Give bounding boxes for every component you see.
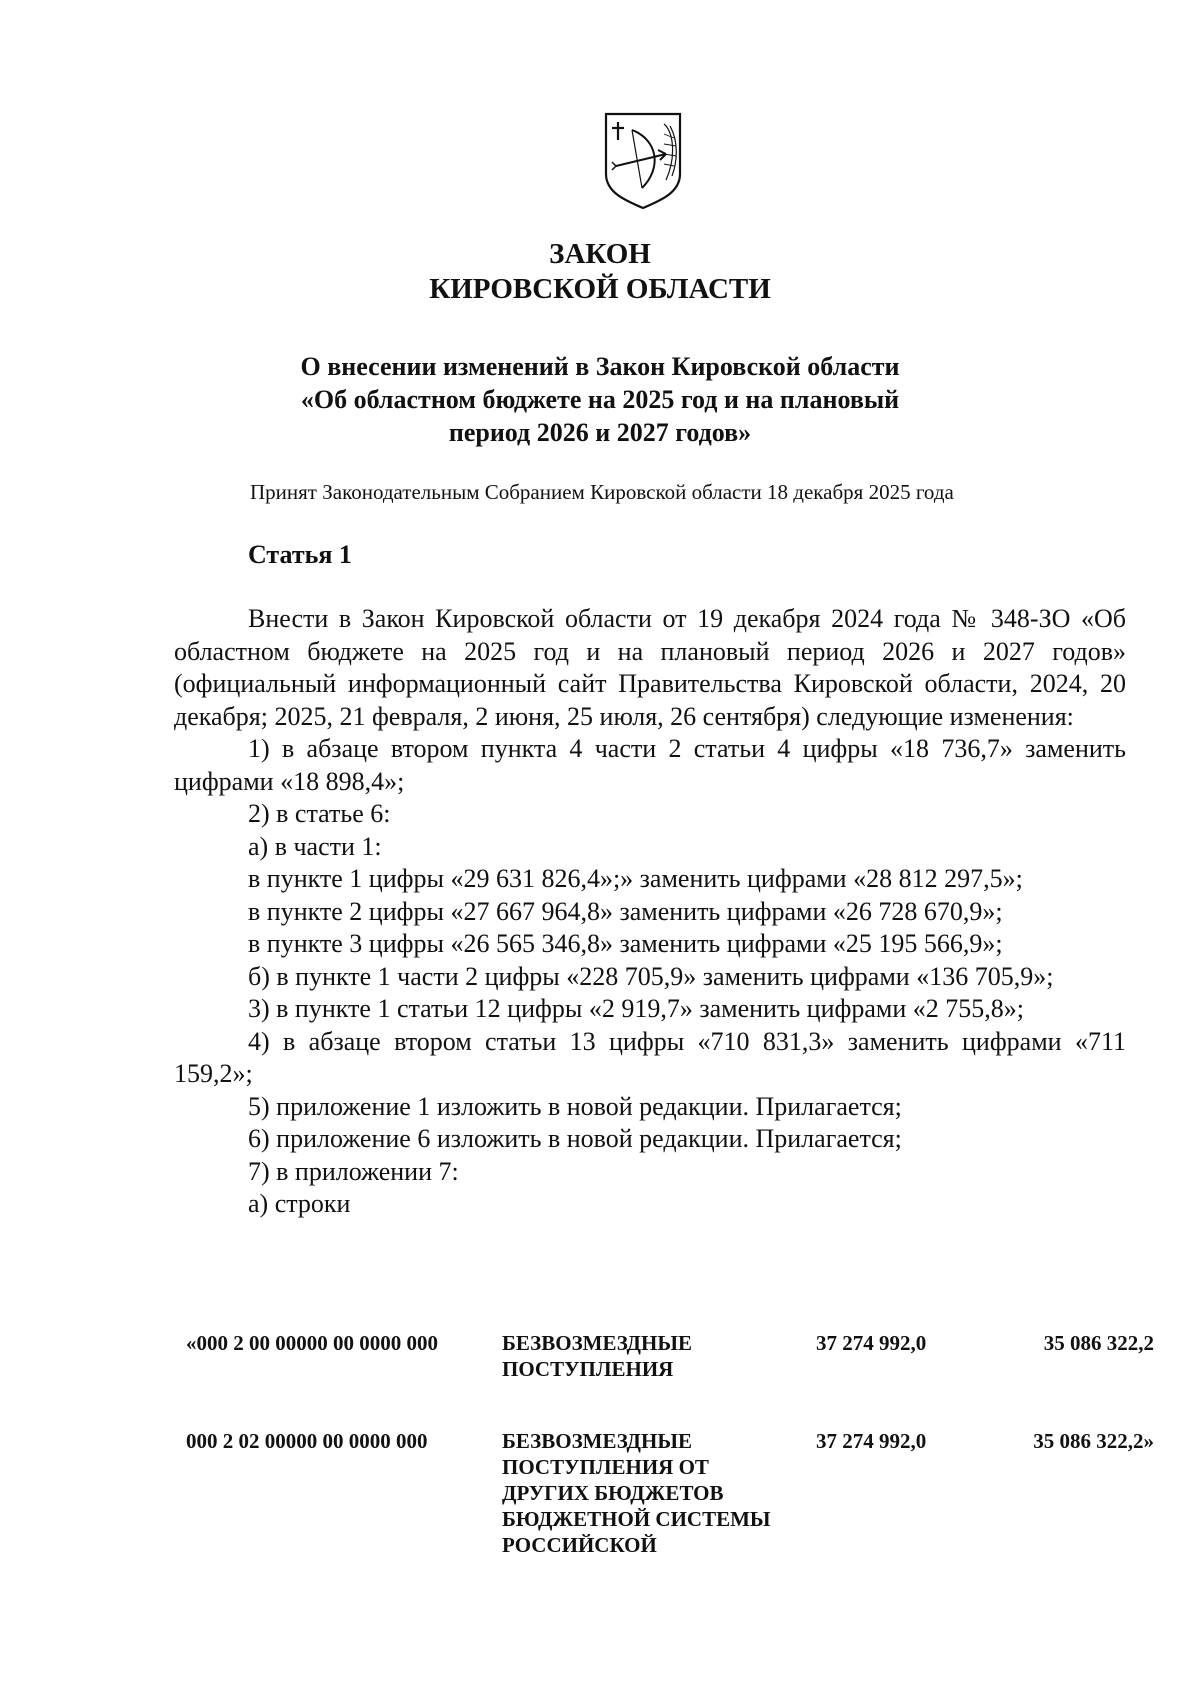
subtitle-line-1: О внесении изменений в Закон Кировской области	[300, 352, 900, 381]
title-line-2: КИРОВСКОЙ ОБЛАСТИ	[429, 273, 771, 305]
item-2b: б) в пункте 1 части 2 цифры «228 705,9» заменить цифрами «136 705,9»;	[248, 961, 1054, 991]
law-subtitle	[0, 350, 1200, 449]
item-2: 2) в статье 6:	[248, 799, 391, 828]
article-heading: Статья 1	[248, 540, 352, 569]
item-1: 1) в абзаце втором пункта 4 части 2 статьи 4 цифры «18 736,7» заменить цифрами «18 898,4»;	[174, 734, 1126, 796]
row-value-2026: 37 274 992,0	[816, 1331, 927, 1355]
row-code: «000 2 00 00000 00 0000 000	[186, 1331, 438, 1355]
adoption-note: Принят Законодательным Собранием Кировской области 18 декабря 2025 года	[250, 480, 954, 504]
article-intro: Внести в Закон Кировской области от 19 декабря 2024 года № 348-ЗО «Об областном бюджете на 2025 год и на плановый период 2026 и 2027 годов» (официальный информационный сайт Правительства Кировской области, 2024, 20 декабря; 2025, 21 февраля, 2 июня, 25 июля, 26 сентября) следующие изменения:	[174, 604, 1126, 731]
item-5: 5) приложение 1 изложить в новой редакции. Прилагается;	[248, 1091, 902, 1121]
row-code: 000 2 02 00000 00 0000 000	[186, 1429, 428, 1453]
row-name: БЕЗВОЗМЕЗДНЫЕ ПОСТУПЛЕНИЯ ОТ ДРУГИХ БЮДЖЕТОВ БЮДЖЕТНОЙ СИСТЕМЫ РОССИЙСКОЙ	[502, 1429, 771, 1557]
law-title	[0, 237, 1200, 307]
table-row	[186, 1330, 1154, 1428]
title-line-1: ЗАКОН	[549, 238, 651, 270]
row-value-2027: 35 086 322,2»	[1033, 1429, 1154, 1453]
item-2a-1: в пункте 1 цифры «29 631 826,4»;» заменить цифрами «28 812 297,5»;	[248, 864, 1023, 893]
subtitle-line-2: «Об областном бюджете на 2025 год и на плановый	[300, 385, 900, 414]
row-value-2027: 35 086 322,2	[1043, 1331, 1154, 1355]
item-2a-3: в пункте 3 цифры «26 565 346,8» заменить цифрами «25 195 566,9»;	[248, 929, 1003, 958]
table-row	[186, 1428, 1154, 1638]
item-7a: а) строки	[248, 1189, 351, 1218]
item-2a: а) в части 1:	[248, 831, 382, 861]
item-6: 6) приложение 6 изложить в новой редакции. Прилагается;	[248, 1124, 902, 1153]
row-value-2026: 37 274 992,0	[816, 1429, 927, 1453]
coat-of-arms-icon	[602, 110, 684, 210]
article-body	[174, 603, 1126, 1221]
budget-rows-table	[186, 1330, 1154, 1638]
item-4: 4) в абзаце втором статьи 13 цифры «710 831,3» заменить цифрами «711 159,2»;	[174, 1026, 1126, 1088]
row-name: БЕЗВОЗМЕЗДНЫЕ ПОСТУПЛЕНИЯ	[502, 1331, 692, 1381]
item-3: 3) в пункте 1 статьи 12 цифры «2 919,7» заменить цифрами «2 755,8»;	[248, 994, 1024, 1023]
item-2a-2: в пункте 2 цифры «27 667 964,8» заменить цифрами «26 728 670,9»;	[248, 896, 1003, 926]
subtitle-line-3: период 2026 и 2027 годов»	[448, 418, 752, 447]
item-7: 7) в приложении 7:	[248, 1156, 459, 1186]
